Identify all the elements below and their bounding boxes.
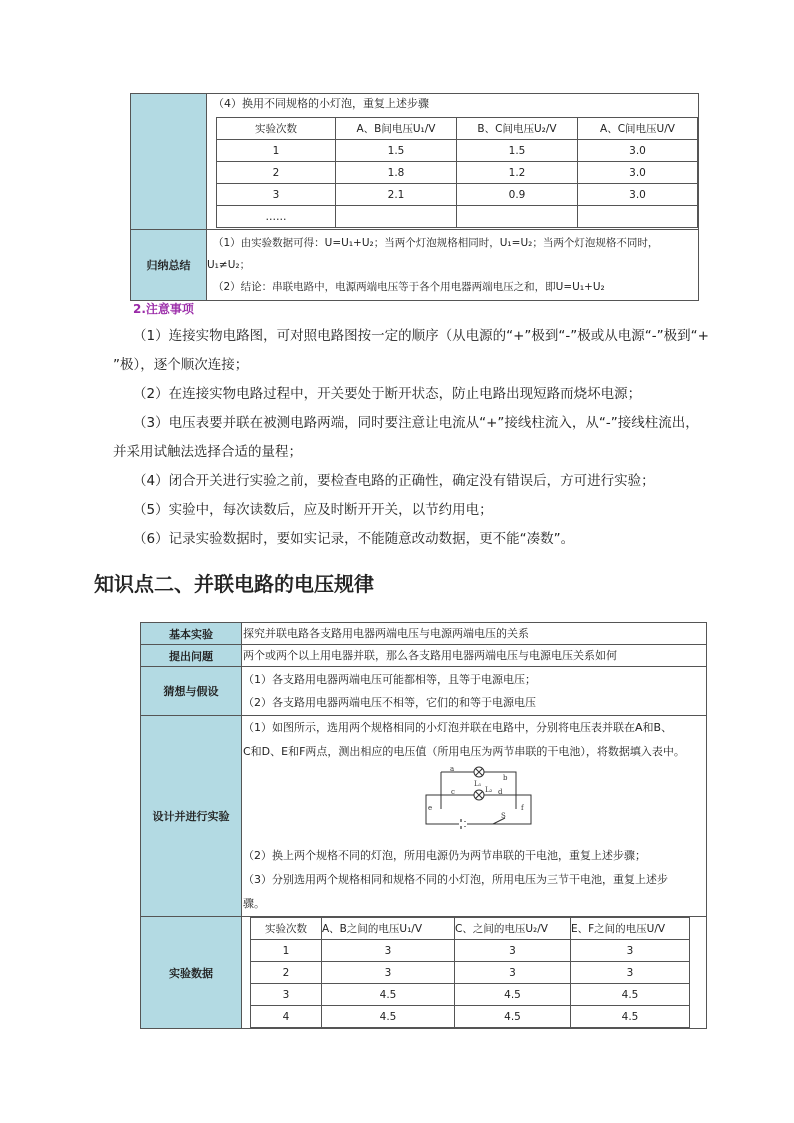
circuit-svg — [421, 762, 541, 834]
notes-list — [113, 322, 713, 554]
design-2: （2）换上两个规格不同的灯泡，所用电源仍为两节串联的干电池，重复上述步骤； — [243, 849, 646, 862]
lamp-L1-label: L₁ — [474, 780, 482, 788]
cell: 1.5 — [336, 140, 457, 162]
note-item: （4）闭合开关进行实验之前，要检查电路的正确性，确定没有错误后，方可进行实验； — [133, 473, 655, 489]
cell: 1 — [251, 940, 322, 962]
cell: 4.5 — [322, 1006, 455, 1028]
cell: 4.5 — [571, 1006, 690, 1028]
hypothesis-label: 猜想与假设 — [141, 667, 242, 716]
header-cell: A、C间电压U/V — [578, 118, 698, 140]
cell: 0.9 — [457, 184, 578, 206]
table-row — [217, 140, 698, 162]
node-c: c — [451, 788, 455, 796]
table-row — [251, 940, 690, 962]
node-d: d — [498, 788, 503, 796]
series-data-table — [216, 117, 698, 228]
cell: 1.2 — [457, 162, 578, 184]
summary-1a: （1）由实验数据可得：U=U₁+U₂；当两个灯泡规格相同时，U₁=U₂；当两个灯泡规格不同时， — [213, 237, 659, 249]
hypothesis-1: （1）各支路用电器两端电压可能都相等，且等于电源电压； — [243, 673, 536, 686]
summary-2: （2）结论：串联电路中，电源两端电压等于各个用电器两端电压之和，即U=U₁+U₂ — [213, 281, 605, 293]
header-cell: B、C间电压U₂/V — [457, 118, 578, 140]
header-cell: 实验次数 — [251, 918, 322, 940]
cell: 3 — [322, 962, 455, 984]
cell: 3.0 — [578, 184, 698, 206]
cell: 3.0 — [578, 140, 698, 162]
node-a: a — [450, 765, 455, 773]
cell: 1.8 — [336, 162, 457, 184]
note-item: （5）实验中，每次读数后，应及时断开开关，以节约用电； — [133, 502, 493, 518]
basic-label: 基本实验 — [141, 623, 242, 645]
design-1a: （1）如图所示，选用两个规格相同的小灯泡并联在电路中，分别将电压表并联在A和B、 — [243, 721, 673, 734]
header-cell: A、B间电压U₁/V — [336, 118, 457, 140]
note-item: （1）连接实物电路图，可对照电路图按一定的顺序（从电源的“+”极到“-”极或从电源“-”极到“+ — [133, 328, 709, 344]
hypothesis-2: （2）各支路用电器两端电压不相等，它们的和等于电源电压 — [243, 696, 536, 709]
design-3b: 骤。 — [243, 897, 265, 910]
data-label: 实验数据 — [141, 917, 242, 1029]
table-row — [251, 984, 690, 1006]
table1-label-blank — [131, 94, 207, 230]
table-header-row — [217, 118, 698, 140]
node-f: f — [521, 804, 524, 812]
cell: 3 — [455, 940, 571, 962]
question-text: 两个或两个以上用电器并联，那么各支路用电器两端电压与电源电压关系如何 — [242, 645, 707, 667]
cell: 3 — [571, 962, 690, 984]
switch-label: S — [501, 812, 506, 820]
cell: 4.5 — [455, 984, 571, 1006]
cell: 2 — [251, 962, 322, 984]
parallel-data-table — [250, 917, 690, 1028]
cell: 1.5 — [457, 140, 578, 162]
experiment-table-series — [130, 93, 699, 300]
section-heading: 知识点二、并联电路的电压规律 — [94, 572, 374, 596]
design-3a: （3）分别选用两个规格相同和规格不同的小灯泡，所用电压为三节干电池，重复上述步 — [243, 873, 668, 886]
cell: 2 — [217, 162, 336, 184]
note-item: （3）电压表要并联在被测电路两端，同时要注意让电流从“+”接线柱流入，从“-”接线柱流出， — [133, 415, 699, 431]
cell: 3.0 — [578, 162, 698, 184]
cell: 1 — [217, 140, 336, 162]
node-b: b — [503, 774, 508, 782]
cell: 2.1 — [336, 184, 457, 206]
table-row — [217, 162, 698, 184]
header-cell: E、F之间的电压U/V — [571, 918, 690, 940]
cell: 3 — [251, 984, 322, 1006]
note-item: （2）在连接实物电路过程中，开关要处于断开状态，防止电路出现短路而烧坏电源； — [133, 386, 642, 402]
cell: 3 — [322, 940, 455, 962]
cell: 4.5 — [322, 984, 455, 1006]
cell: 4.5 — [571, 984, 690, 1006]
basic-text: 探究并联电路各支路用电器两端电压与电源两端电压的关系 — [242, 623, 707, 645]
notes-title: 2.注意事项 — [133, 302, 194, 316]
header-cell: 实验次数 — [217, 118, 336, 140]
hypothesis-cell — [242, 667, 707, 716]
cell: 3 — [571, 940, 690, 962]
header-cell: C、之间的电压U₂/V — [455, 918, 571, 940]
table-row — [251, 962, 690, 984]
table1-step4-cell — [207, 94, 699, 230]
cell: 3 — [455, 962, 571, 984]
node-e: e — [428, 804, 433, 812]
cell: 3 — [217, 184, 336, 206]
header-cell: A、B之间的电压U₁/V — [322, 918, 455, 940]
note-item: 并采用试触法选择合适的量程； — [113, 444, 302, 460]
summary-1b: U₁≠U₂； — [207, 259, 251, 271]
cell — [336, 206, 457, 228]
table-row — [251, 1006, 690, 1028]
experiment-table-parallel — [140, 622, 707, 1029]
parallel-circuit-diagram — [243, 764, 706, 842]
table-row — [217, 206, 698, 228]
cell — [457, 206, 578, 228]
note-item: ”极），逐个顺次连接； — [113, 357, 249, 373]
summary-cell — [207, 230, 699, 301]
cell: 4.5 — [455, 1006, 571, 1028]
cell: …… — [217, 206, 336, 228]
step4-text: （4）换用不同规格的小灯泡，重复上述步骤 — [213, 97, 429, 110]
design-cell — [242, 716, 707, 917]
question-label: 提出问题 — [141, 645, 242, 667]
data-cell — [242, 917, 707, 1029]
note-item: （6）记录实验数据时，要如实记录，不能随意改动数据，更不能“凑数”。 — [133, 531, 575, 547]
table-row — [217, 184, 698, 206]
table-header-row — [251, 918, 690, 940]
design-label: 设计并进行实验 — [141, 716, 242, 917]
cell: 4 — [251, 1006, 322, 1028]
cell — [578, 206, 698, 228]
lamp-L2-label: L₂ — [485, 786, 493, 794]
summary-label: 归纳总结 — [131, 230, 207, 301]
design-1b: C和D、E和F两点，测出相应的电压值（所用电压为两节串联的干电池），将数据填入表中。 — [243, 745, 685, 758]
